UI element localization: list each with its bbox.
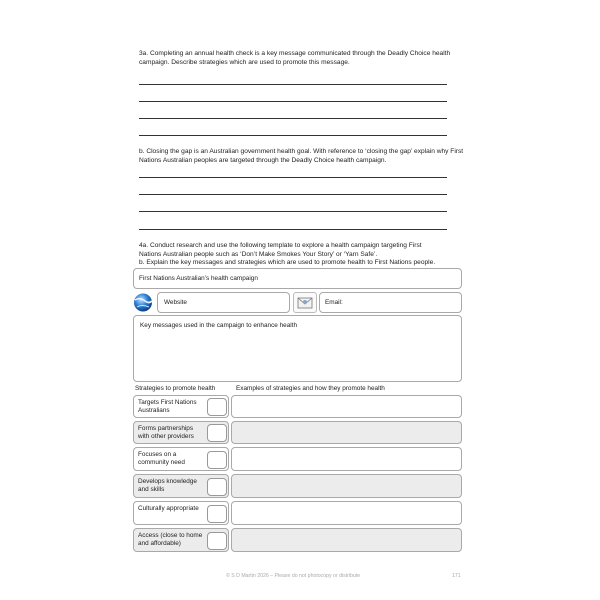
strategy-example-field[interactable] <box>231 395 462 418</box>
website-field[interactable] <box>157 292 290 313</box>
answer-line <box>139 194 447 195</box>
examples-header: Examples of strategies and how they promote health <box>236 385 385 392</box>
strategy-example-field[interactable] <box>231 501 462 525</box>
question-4a-line2: Nations Australian people such as ‘Don’t Make Smokes Your Story’ or ‘Yarn Safe’. <box>139 250 378 258</box>
strategies-header: Strategies to promote health <box>135 385 216 392</box>
strategy-example-field[interactable] <box>231 474 462 498</box>
answer-line <box>139 177 447 178</box>
strategy-row-label-box <box>133 528 229 552</box>
campaign-label: First Nations Australian’s health campaign <box>139 275 258 282</box>
strategy-label: Develops knowledge and skills <box>138 478 197 493</box>
strategy-checkbox[interactable] <box>207 505 227 523</box>
strategy-row-label-box <box>133 395 229 418</box>
strategy-label: Forms partnerships with other providers <box>138 425 194 440</box>
question-4a-line1: 4a. Conduct research and use the following template to explore a health campaign targeting First <box>139 242 422 249</box>
question-4 <box>139 242 479 268</box>
question-3b: b. Closing the gap is an Australian government health goal. With reference to ‘closing the gap’ explain why First Nations Australian peoples are targeted through the Deadly Choice health campaign. <box>139 148 464 164</box>
strategy-label: Targets First Nations Australians <box>138 399 197 414</box>
key-messages-box[interactable] <box>133 315 462 382</box>
envelope-icon <box>293 292 317 313</box>
email-field[interactable] <box>319 292 462 313</box>
strategy-label: Focuses on a community need <box>138 451 185 466</box>
website-label: Website <box>164 299 187 306</box>
strategy-row-label-box <box>133 474 229 498</box>
answer-line <box>139 229 447 230</box>
strategy-label: Culturally appropriate <box>138 505 199 512</box>
answer-line <box>139 211 447 212</box>
globe-icon <box>131 292 155 313</box>
page-number: 171 <box>452 573 461 579</box>
question-3a: 3a. Completing an annual health check is a key message communicated through the Deadly Choice health campaign. Describe strategies which are used to promote this message. <box>139 50 451 66</box>
footer-copyright: © S D Martin 2026 – Please do not photocopy or distribute <box>226 573 361 579</box>
key-messages-label: Key messages used in the campaign to enhance health <box>140 322 298 329</box>
strategy-example-field[interactable] <box>231 528 462 552</box>
strategy-example-field[interactable] <box>231 447 462 471</box>
strategy-checkbox[interactable] <box>207 424 227 442</box>
campaign-name-box[interactable] <box>133 268 462 289</box>
strategy-checkbox[interactable] <box>207 451 227 469</box>
strategy-checkbox[interactable] <box>207 478 227 496</box>
question-4b: b. Explain the key messages and strategies which are used to promote health to First Nations people. <box>139 259 436 267</box>
strategy-row-label-box <box>133 501 229 525</box>
email-label: Email: <box>325 299 343 306</box>
answer-line <box>139 118 447 119</box>
answer-line <box>139 84 447 85</box>
strategy-example-field[interactable] <box>231 421 462 444</box>
strategy-checkbox[interactable] <box>207 532 227 550</box>
strategy-label: Access (close to home and affordable) <box>138 532 203 547</box>
strategy-row-label-box <box>133 447 229 471</box>
answer-line <box>139 101 447 102</box>
answer-line <box>139 135 447 136</box>
strategy-checkbox[interactable] <box>207 398 227 416</box>
strategy-row-label-box <box>133 421 229 444</box>
